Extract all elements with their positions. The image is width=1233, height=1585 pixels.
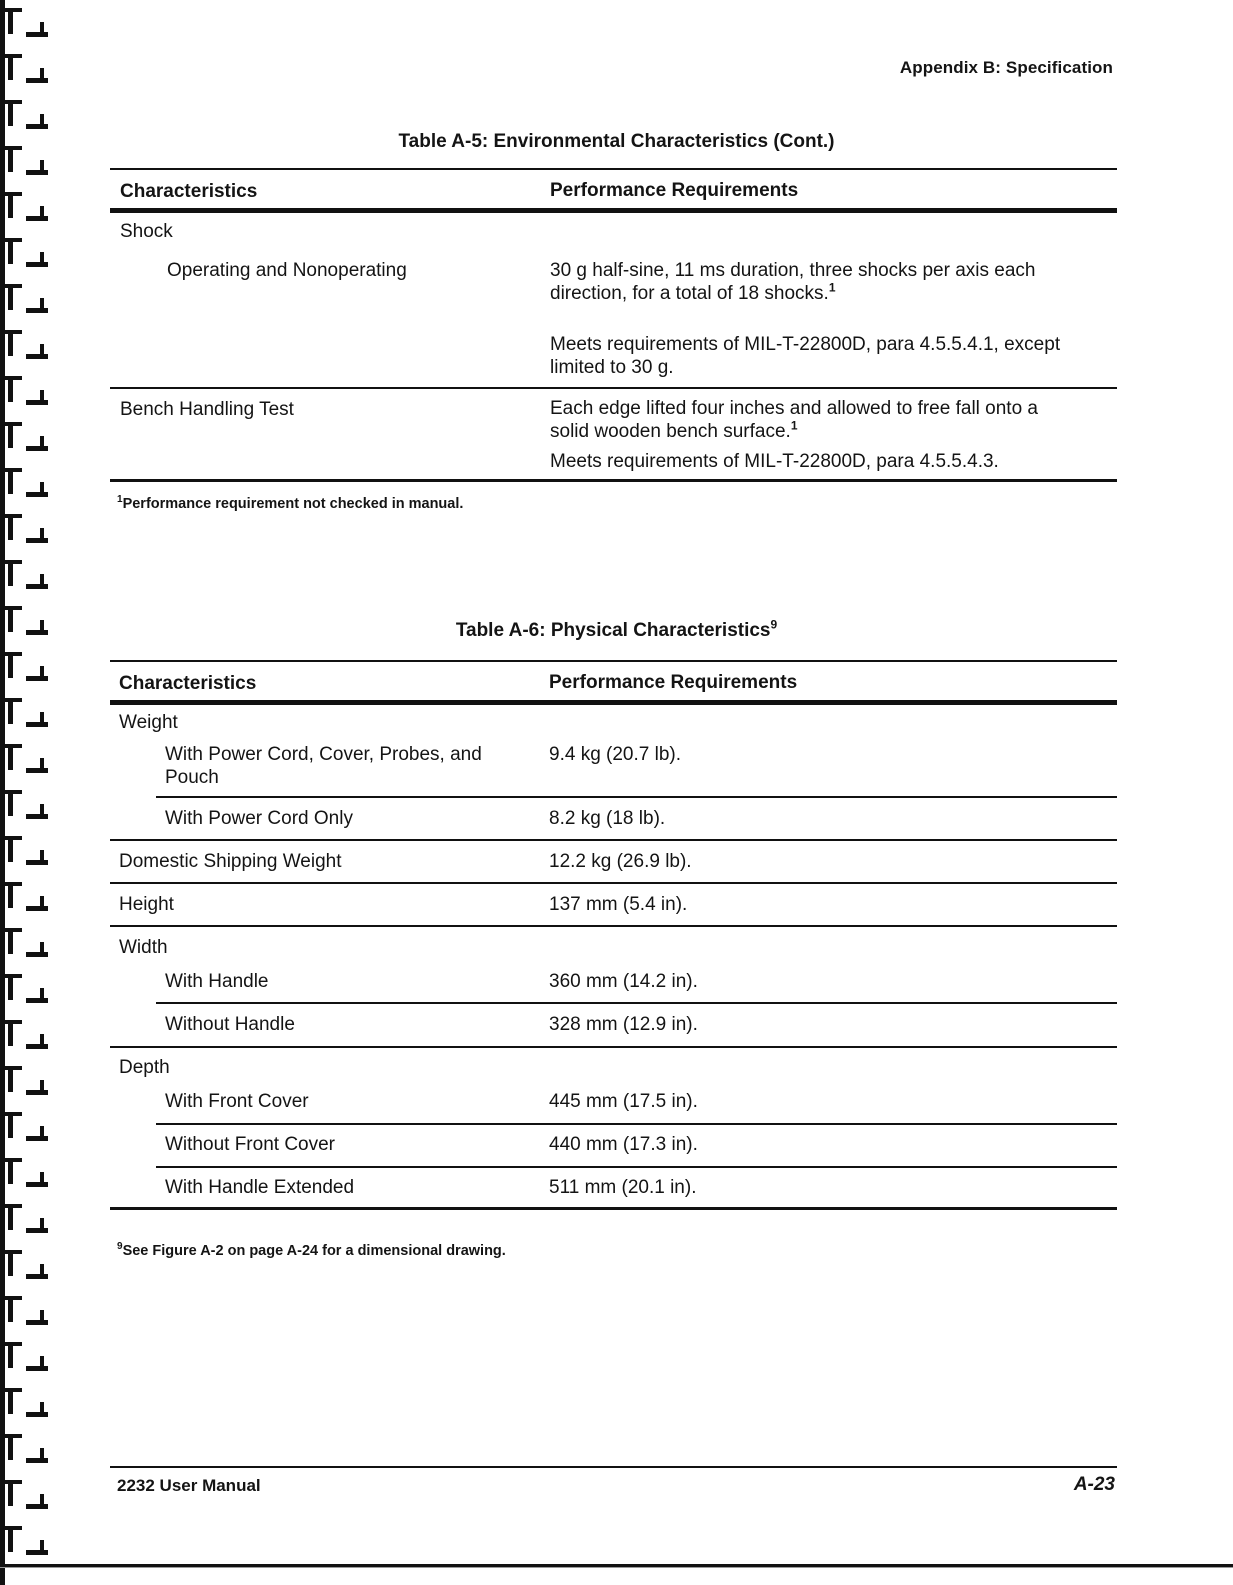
row-label-depth: Depth: [119, 1057, 170, 1078]
value-domestic: 12.2 kg (26.9 lb).: [549, 851, 692, 872]
footnote-text: Performance requirement not checked in manual.: [122, 496, 464, 512]
footnote-mark: 9: [117, 1241, 123, 1253]
operating-requirement-mil: [550, 333, 1060, 379]
footnote-text: See Figure A-2 on page A-24 for a dimensional drawing.: [122, 1243, 506, 1259]
text-line: With Power Cord, Cover, Probes, and: [165, 744, 482, 765]
table-a6: [110, 660, 1117, 1212]
header-rule: [110, 700, 1117, 705]
header-rule: [110, 208, 1117, 213]
value-weight-full: 9.4 kg (20.7 lb).: [549, 744, 682, 765]
row-rule: [110, 925, 1117, 927]
value-height: 137 mm (5.4 in).: [549, 894, 688, 915]
row-label-with-handle: With Handle: [165, 971, 269, 992]
table-a5-title: Table A-5: Environmental Characteristics (Cont.): [398, 131, 835, 152]
table-a6-title: [0, 617, 1233, 642]
row-label-height: Height: [119, 894, 174, 915]
row-label-width: Width: [119, 937, 168, 958]
column-header: Performance Requirements: [550, 180, 799, 201]
column-header: Characteristics: [119, 673, 257, 694]
section-title: Appendix B: Specification: [899, 58, 1113, 77]
value-front-cover: 445 mm (17.5 in).: [549, 1091, 698, 1112]
footer-rule: [110, 1466, 1117, 1468]
row-label-domestic: Domestic Shipping Weight: [119, 851, 342, 872]
value-without-handle: 328 mm (12.9 in).: [549, 1014, 698, 1035]
row-label-bench: Bench Handling Test: [120, 399, 294, 420]
column-header: Performance Requirements: [549, 672, 798, 693]
footnote-mark: 1: [117, 494, 123, 506]
text-line: solid wooden bench surface.: [550, 421, 791, 442]
text-line: Pouch: [165, 767, 219, 788]
value-handle-extended: 511 mm (20.1 in).: [549, 1177, 697, 1198]
footnote-ref: 1: [828, 280, 836, 295]
row-label-without-handle: Without Handle: [165, 1014, 295, 1035]
row-rule: [110, 387, 1117, 389]
footnote-ref: 9: [770, 617, 778, 632]
row-rule: [156, 1166, 1117, 1168]
text-line: direction, for a total of 18 shocks.: [550, 283, 829, 304]
bench-requirement-mil: Meets requirements of MIL-T-22800D, para 4.5.5.4.3.: [550, 451, 999, 472]
row-label-handle-extended: With Handle Extended: [165, 1177, 355, 1198]
text-line: Each edge lifted four inches and allowed to free fall onto a: [550, 398, 1038, 419]
table-a5: [110, 168, 1117, 488]
row-rule: [110, 1046, 1117, 1048]
text-line: 30 g half-sine, 11 ms duration, three shocks per axis each: [550, 260, 1036, 281]
value-no-front-cover: 440 mm (17.3 in).: [549, 1134, 698, 1155]
row-label-weight: Weight: [119, 712, 178, 733]
value-with-handle: 360 mm (14.2 in).: [549, 971, 698, 992]
manual-title: 2232 User Manual: [117, 1476, 261, 1495]
row-rule: [110, 839, 1117, 841]
page-number: A-23: [1073, 1474, 1115, 1495]
footnote-ref: 1: [790, 418, 798, 433]
table-bottom-rule: [110, 1207, 1117, 1210]
row-label-shock: Shock: [120, 221, 173, 242]
operating-requirement: [550, 259, 1035, 305]
table-bottom-rule: [110, 479, 1117, 482]
table-a6-title-text: Table A-6: Physical Characteristics: [455, 620, 771, 641]
text-line: [550, 420, 1038, 443]
spiral-binding: [0, 0, 50, 1585]
table-top-rule: [110, 168, 1117, 170]
text-line: [550, 282, 1035, 305]
bench-requirement: [550, 397, 1038, 443]
table-top-rule: [110, 660, 1117, 662]
page-bottom-edge: [0, 1560, 1233, 1580]
column-header: Characteristics: [120, 181, 258, 202]
row-label-weight-full: [165, 743, 482, 789]
row-rule: [156, 796, 1117, 798]
row-label-no-front-cover: Without Front Cover: [165, 1134, 335, 1155]
row-label-operating: Operating and Nonoperating: [167, 260, 407, 281]
value-power-cord: 8.2 kg (18 lb).: [549, 808, 666, 829]
row-label-power-cord: With Power Cord Only: [165, 808, 353, 829]
text-line: Meets requirements of MIL-T-22800D, para 4.5.5.4.1, except: [550, 334, 1061, 355]
row-rule: [110, 882, 1117, 884]
row-rule: [156, 1002, 1117, 1004]
footnote-1: [117, 496, 463, 512]
text-line: limited to 30 g.: [550, 357, 674, 378]
footnote-9: [117, 1243, 506, 1259]
row-rule: [156, 1123, 1117, 1125]
row-label-front-cover: With Front Cover: [165, 1091, 309, 1112]
